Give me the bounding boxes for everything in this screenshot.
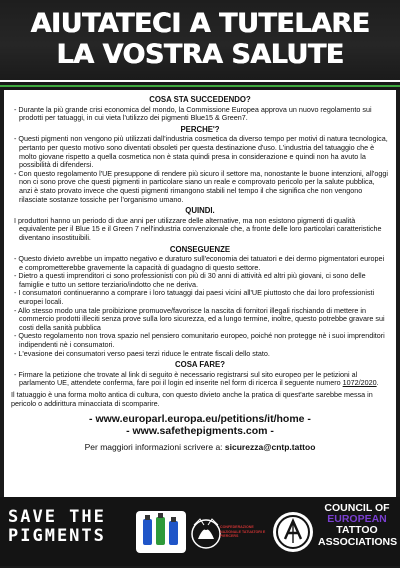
divider-white [0, 80, 400, 82]
section-heading-what: COSA STA SUCCEDENDO? [149, 95, 251, 104]
contact-label: Per maggiori informazioni scrivere a: [84, 442, 225, 453]
save-the-pigments-logo [8, 508, 132, 546]
paragraph: - Questo divieto avrebbe un impatto negativo e duraturo sull'economia dei tatuatori e dei dermo pigmentatori europei e comprometterebbe gravemente la capacità di guadagno di questo settore. [14, 254, 385, 272]
section-heading-why: PERCHE'? [180, 124, 220, 134]
headline-line-1: AIUTATECI A TUTELARE [30, 8, 370, 39]
contact-email[interactable]: sicurezza@cntp.tattoo [224, 442, 316, 453]
petition-number: 1072/2020 [342, 378, 377, 388]
contact-line [11, 443, 389, 452]
logo-text-line: PIGMENTS [8, 526, 106, 546]
petition-text-end: . [376, 378, 379, 388]
campaign-link[interactable]: - www.safethepigments.com - [126, 425, 274, 438]
council-line: COUNCIL OF [324, 502, 390, 514]
text-panel [4, 90, 396, 497]
paragraph: - Con questo regolamento l'UE presuppone di rendere più sicuro il settore ma, nonostante le buone intenzioni, all'oggi non ci sono prove che questi pigmenti in particolare siano un reale e comprovato pericolo per la salute pubblica, anzi è stato provato invece che questi pigmenti rimangono stabili nel tempo il che significa che non vengono rilasciate sostanze tossiche per l'organismo umano. [14, 168, 388, 204]
logo-text-line: SAVE THE [8, 507, 106, 527]
closing-paragraph: Il tatuaggio è una forma molto antica di cultura, con questo divieto anche la pratica di quest'arte sarebbe messa in pericolo o addirittura minacciata di scomparire. [11, 390, 373, 408]
paragraph: - Allo stesso modo una tale proibizione promuove/favorisce la nascita di fornitori illegali rischiando di mettere in commercio prodotti illeciti senza prove sulla loro sicurezza, ed a lungo termine, inoltre, questo potrebbe gravare sui costi della sanità pubblica [14, 305, 385, 332]
association-circle-logo [272, 511, 314, 553]
section-heading-what-to-do: COSA FARE? [175, 360, 225, 370]
paragraph: I produttori hanno un periodo di due anni per utilizzare delle alternative, ma non esistono pigmenti di qualità equivalente per il Blue 15 e il Green 7 nell'industria convenzionale che, a fronte delle loro particolari caratteristiche diventano insostituibili. [14, 215, 382, 242]
section-heading-consequences: CONSEGUENZE [169, 244, 231, 254]
paragraph: - L'evasione dei consumatori verso paesi terzi riduce le entrate fiscali dello stato. [14, 348, 270, 358]
council-line: ASSOCIATIONS [318, 535, 398, 548]
council-line: EUROPEAN [327, 513, 387, 526]
confederazione-label: CONFEDERAZIONE NAZIONALE TATUATORI E PIERCERS [220, 525, 266, 538]
council-line: TATTOO [336, 524, 378, 537]
petition-text: - Firmare la petizione che trovate al link di seguito è necessario registrarsi sul sito europeo per le petizioni al parlamento UE, attendete conferma, fare poi il login ed inserite nel form di ricerca il seguente numero [14, 369, 358, 388]
footer-logos [0, 497, 400, 566]
divider-green [0, 85, 400, 87]
pigment-bottles-logo [136, 511, 186, 553]
council-logo [318, 503, 396, 548]
header-banner [0, 0, 400, 82]
paragraph: - Durante la più grande crisi economica del mondo, la Commissione Europea approva un nuovo regolamento sui prodotti per tatuaggi, in cui vieta l'utilizzo dei pigmenti Blue15 & Green7. [14, 104, 372, 123]
section-heading-therefore: QUINDI. [185, 206, 215, 216]
paragraph: - Questi pigmenti non vengono più utilizzati dall'industria cosmetica da diverso tempo per motivi di natura tecnologica, pertanto per questo motivo sono diventati obsoleti per questa destinazione d'uso. L'industria del tatuaggio che è molto giovane rispetto a quella cosmetica non è stata quindi presa in considerazione e quindi non ha avuto la possibilità di difendersi. [14, 134, 388, 170]
links-block [11, 413, 389, 437]
headline-line-2: LA VOSTRA SALUTE [56, 39, 344, 70]
petition-link[interactable]: - www.europarl.europa.eu/petitions/it/home - [89, 413, 311, 426]
paragraph: - I consumatori continueranno a comprare i loro tatuaggi dai paesi vicini all'UE piuttosto che dai loro professionisti europei locali. [14, 288, 375, 307]
confederazione-logo [190, 505, 270, 563]
paragraph: - Questo regolamento non trova spazio nel pensiero comunitario europeo, poiché non protegge nè i suoi imprenditori indipendenti nè i consumatori. [14, 331, 385, 350]
paragraph-petition [11, 371, 389, 388]
paragraph: - Dietro a questi imprenditori ci sono professionisti con più di 30 anni di attività ed altri più giovani, ci sono delle famiglie e tutto un settore terziario/indotto che ne deriva. [14, 271, 366, 289]
